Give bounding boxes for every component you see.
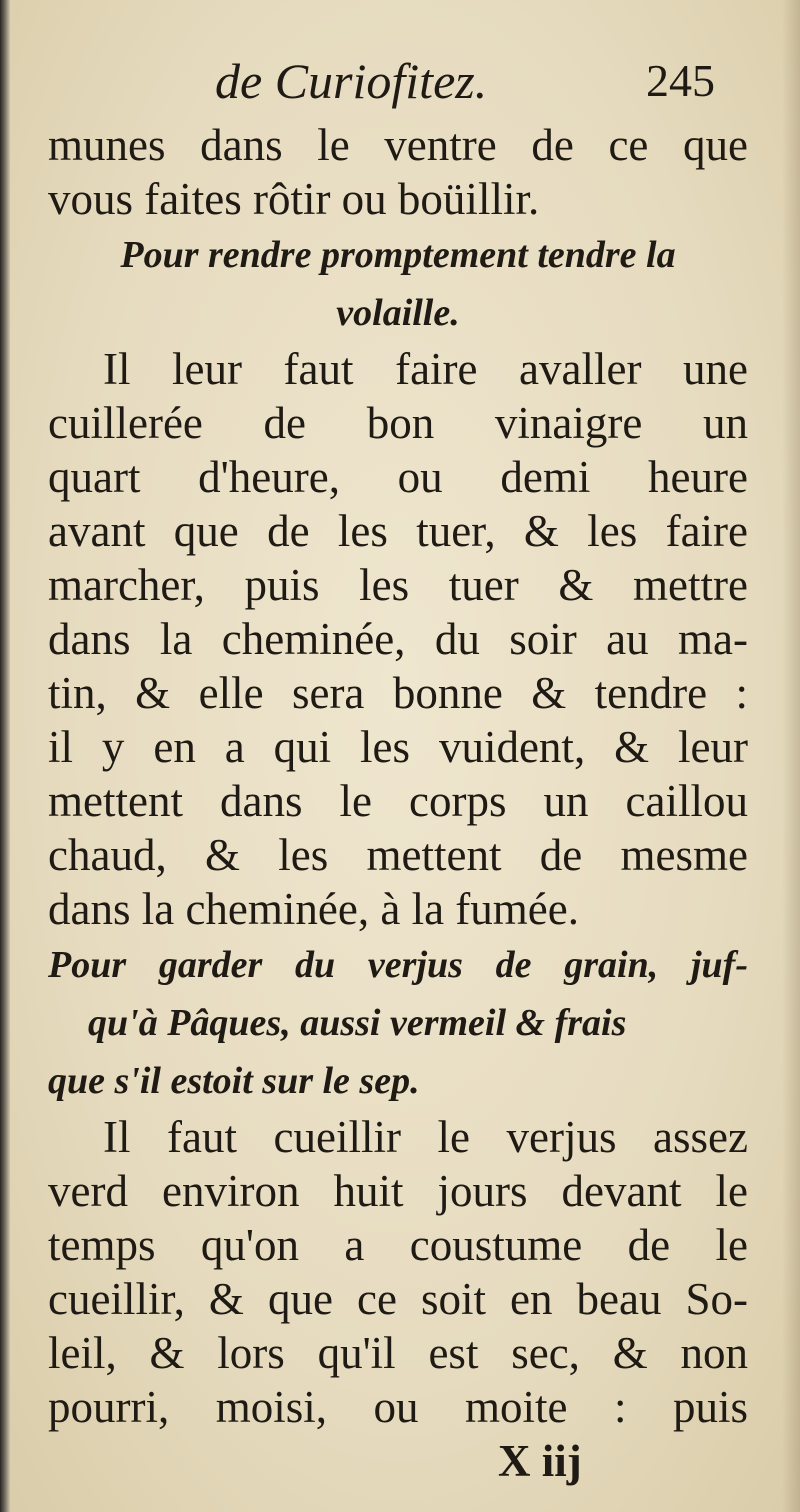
text-line: quart d'heure, ou demi heure bbox=[48, 452, 748, 502]
text-line: mettent dans le corps un caillou bbox=[48, 776, 748, 826]
text-line: dans la cheminée, à la fumée. bbox=[48, 884, 579, 934]
text-line: munes dans le ventre de ce que bbox=[48, 120, 748, 170]
text-line: tin, & elle sera bonne & tendre : bbox=[48, 668, 748, 718]
text-line: marcher, puis les tuer & mettre bbox=[48, 560, 748, 610]
signature-mark: X iij bbox=[498, 1436, 582, 1486]
text-line: pourri, moisi, ou moite : puis bbox=[48, 1382, 748, 1432]
text-line: verd environ huit jours devant le bbox=[48, 1166, 748, 1216]
page-body bbox=[48, 118, 748, 1488]
text-line: cuillerée de bon vinaigre un bbox=[48, 398, 748, 448]
section-heading: que s'il estoit sur le sep. bbox=[48, 1060, 420, 1102]
section-heading: Pour garder du verjus de grain, juf- bbox=[48, 944, 748, 986]
running-head: de Curiofitez. bbox=[215, 53, 488, 109]
page-number: 245 bbox=[646, 55, 715, 106]
text-line: chaud, & les mettent de mesme bbox=[48, 830, 748, 880]
page-binding-edge bbox=[0, 0, 10, 1512]
text-line: temps qu'on a coustume de le bbox=[48, 1220, 748, 1270]
text-line: il y en a qui les vuident, & leur bbox=[48, 722, 748, 772]
section-heading: volaille. bbox=[336, 292, 460, 334]
section-heading: qu'à Pâques, aussi vermeil & frais bbox=[88, 1002, 627, 1044]
page-right-edge bbox=[782, 0, 800, 1512]
text-line: Il faut cueillir le verjus assez bbox=[103, 1112, 748, 1162]
text-line: vous faites rôtir ou boüillir. bbox=[48, 174, 540, 224]
text-line: cueillir, & que ce soit en beau So- bbox=[48, 1274, 748, 1324]
text-line: leil, & lors qu'il est sec, & non bbox=[48, 1328, 748, 1378]
section-heading: Pour rendre promptement tendre la bbox=[120, 234, 676, 276]
page-header bbox=[0, 52, 800, 122]
text-line: Il leur faut faire avaller une bbox=[103, 344, 748, 394]
text-line: dans la cheminée, du soir au ma- bbox=[48, 614, 748, 664]
text-line: avant que de les tuer, & les faire bbox=[48, 506, 748, 556]
